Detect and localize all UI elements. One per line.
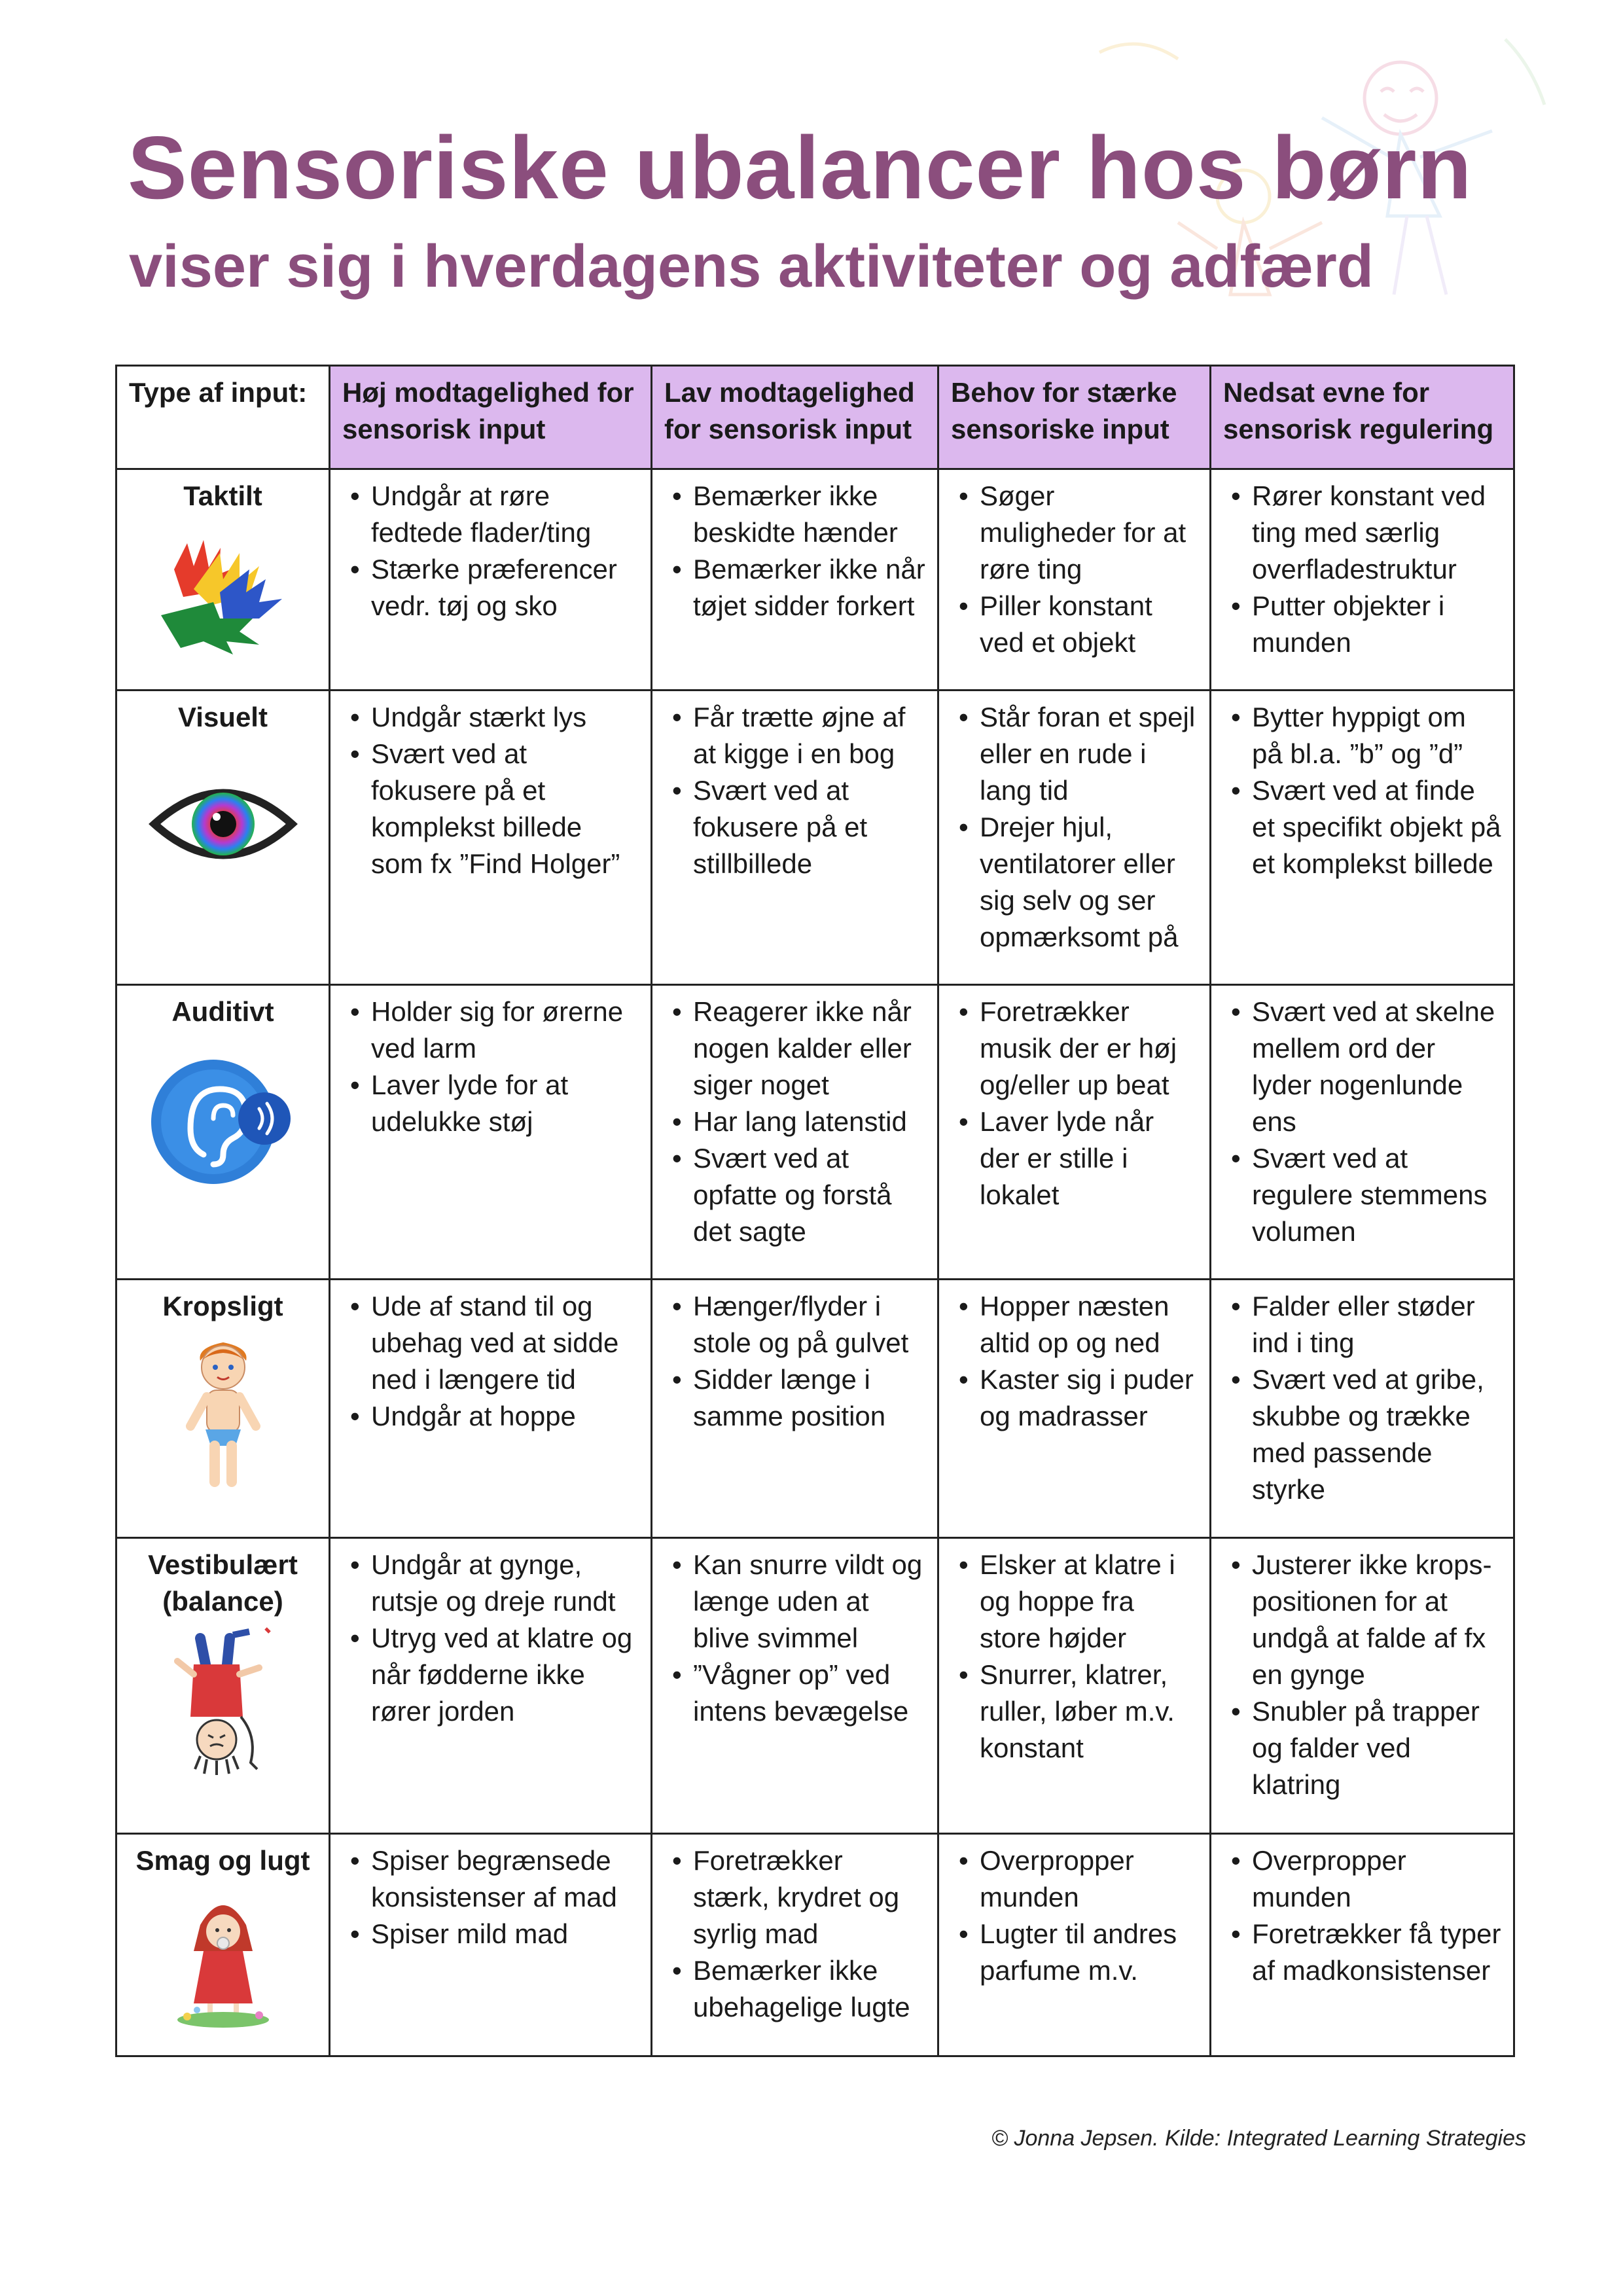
table-row — [116, 691, 1514, 985]
girl-smelling-flower-icon — [174, 1886, 272, 2030]
row-label-cell — [116, 985, 330, 1280]
cell-regulation — [1211, 1834, 1514, 2056]
list-item: • Overpropper munden — [1252, 1842, 1501, 1916]
header-strong-input-need: Behov for stærke sensoriske input — [938, 366, 1211, 469]
list-item: • Svært ved at skelne mellem ord der lyder nogenlunde ens — [1252, 994, 1501, 1140]
list-item: • Bytter hyppigt om på bl.a. ”b” og ”d” — [1252, 699, 1501, 772]
cell-high — [330, 1538, 652, 1834]
list-item: • Undgår stærkt lys — [371, 699, 639, 736]
child-body-icon — [174, 1331, 272, 1495]
cell-strong — [938, 1538, 1211, 1834]
list-item: • Bemærker ikke ubehagelige lugte — [693, 1952, 925, 2026]
list-item: • Undgår at hoppe — [371, 1398, 639, 1435]
sensory-table — [115, 365, 1515, 2057]
source-credit: © Jonna Jepsen. Kilde: Integrated Learning Strategies — [991, 2126, 1526, 2151]
list-item: • Overpropper munden — [980, 1842, 1198, 1916]
list-item: • Piller konstant ved et objekt — [980, 588, 1198, 661]
cell-strong — [938, 469, 1211, 691]
list-item: • Spiser mild mad — [371, 1916, 639, 1952]
list-item: • Reagerer ikke når nogen kalder eller siger noget — [693, 994, 925, 1103]
cell-high — [330, 691, 652, 985]
list-item: • Kan snurre vildt og længe uden at blive svimmel — [693, 1547, 925, 1657]
row-label: Visuelt — [178, 702, 268, 732]
list-item: • Putter objekter i munden — [1252, 588, 1501, 661]
list-item: • Foretrækker få typer af madkonsistenser — [1252, 1916, 1501, 1989]
list-item: • ”Vågner op” ved intens bevægelse — [693, 1657, 925, 1730]
list-item: • Kaster sig i puder og madrasser — [980, 1361, 1198, 1435]
cell-low — [652, 691, 938, 985]
list-item: • Justerer ikke krops-positionen for at undgå at falde af fx en gynge — [1252, 1547, 1501, 1693]
cell-strong — [938, 1834, 1211, 2056]
list-item: • Drejer hjul, ventilatorer eller sig selv og ser opmærksomt på — [980, 809, 1198, 956]
list-item: • Bemærker ikke når tøjet sidder forkert — [693, 551, 925, 624]
list-item: • Har lang latenstid — [693, 1103, 925, 1140]
cell-low — [652, 985, 938, 1280]
table-row — [116, 1280, 1514, 1538]
list-item: • Svært ved at fokusere på et komplekst billede som fx ”Find Holger” — [371, 736, 639, 882]
list-item: • Foretrækker musik der er høj og/eller up beat — [980, 994, 1198, 1103]
list-item: • Får trætte øjne af at kigge i en bog — [693, 699, 925, 772]
list-item: • Står foran et spejl eller en rude i lang tid — [980, 699, 1198, 809]
table-row — [116, 469, 1514, 691]
row-label: Kropsligt — [162, 1291, 283, 1321]
list-item: • Sidder længe i samme position — [693, 1361, 925, 1435]
cell-regulation — [1211, 1538, 1514, 1834]
list-item: • Søger muligheder for at røre ting — [980, 478, 1198, 588]
page-subtitle: viser sig i hverdagens aktiviteter og adfærd — [129, 233, 1374, 300]
list-item: • Lugter til andres parfume m.v. — [980, 1916, 1198, 1989]
cell-low — [652, 1538, 938, 1834]
cell-strong — [938, 985, 1211, 1280]
list-item: • Spiser begrænsede konsistenser af mad — [371, 1842, 639, 1916]
row-label-cell — [116, 1280, 330, 1538]
list-item: • Svært ved at regulere stemmens volumen — [1252, 1140, 1501, 1250]
header-reduced-regulation: Nedsat evne for sensorisk regulering — [1211, 366, 1514, 469]
table-row — [116, 985, 1514, 1280]
list-item: • Ude af stand til og ubehag ved at sidde ned i længere tid — [371, 1288, 639, 1398]
row-label: Taktilt — [183, 480, 262, 511]
cell-low — [652, 1834, 938, 2056]
hands-icon — [148, 530, 298, 655]
list-item: • Svært ved at fokusere på et stillbillede — [693, 772, 925, 882]
row-label: Vestibulært (balance) — [148, 1549, 298, 1617]
list-item: • Laver lyde når der er stille i lokalet — [980, 1103, 1198, 1213]
cell-regulation — [1211, 1280, 1514, 1538]
cell-high — [330, 985, 652, 1280]
table-row — [116, 1538, 1514, 1834]
row-label-cell — [116, 1834, 330, 2056]
upside-down-child-icon — [168, 1625, 279, 1782]
row-label: Auditivt — [171, 996, 274, 1027]
eye-icon — [148, 768, 298, 880]
list-item: • Svært ved at gribe, skubbe og trække med passende styrke — [1252, 1361, 1501, 1508]
row-label-cell — [116, 691, 330, 985]
list-item: • Svært ved at opfatte og forstå det sagte — [693, 1140, 925, 1250]
row-label: Smag og lugt — [135, 1845, 310, 1876]
page-title: Sensoriske ubalancer hos børn — [128, 118, 1472, 217]
cell-high — [330, 469, 652, 691]
cell-low — [652, 469, 938, 691]
list-item: • Undgår at røre fedtede flader/ting — [371, 478, 639, 551]
list-item: • Rører konstant ved ting med særlig overfladestruktur — [1252, 478, 1501, 588]
list-item: • Foretrækker stærk, krydret og syrlig mad — [693, 1842, 925, 1952]
list-item: • Hopper næsten altid op og ned — [980, 1288, 1198, 1361]
list-item: • Snubler på trapper og falder ved klatring — [1252, 1693, 1501, 1803]
cell-strong — [938, 1280, 1211, 1538]
header-high-sensitivity: Høj modtagelighed for sensorisk input — [330, 366, 652, 469]
list-item: • Svært ved at finde et specifikt objekt på et komplekst billede — [1252, 772, 1501, 882]
list-item: • Elsker at klatre i og hoppe fra store højder — [980, 1547, 1198, 1657]
list-item: • Holder sig for ørerne ved larm — [371, 994, 639, 1067]
list-item: • Stærke præferencer vedr. tøj og sko — [371, 551, 639, 624]
cell-strong — [938, 691, 1211, 985]
cell-regulation — [1211, 985, 1514, 1280]
list-item: • Hænger/flyder i stole og på gulvet — [693, 1288, 925, 1361]
corner-header: Type af input: — [116, 366, 330, 469]
cell-high — [330, 1280, 652, 1538]
table-row — [116, 1834, 1514, 2056]
list-item: • Utryg ved at klatre og når fødderne ikke rører jorden — [371, 1620, 639, 1730]
row-label-cell — [116, 469, 330, 691]
ear-icon — [148, 1056, 298, 1187]
cell-low — [652, 1280, 938, 1538]
list-item: • Undgår at gynge, rutsje og dreje rundt — [371, 1547, 639, 1620]
list-item: • Bemærker ikke beskidte hænder — [693, 478, 925, 551]
cell-regulation — [1211, 469, 1514, 691]
list-item: • Falder eller støder ind i ting — [1252, 1288, 1501, 1361]
cell-regulation — [1211, 691, 1514, 985]
list-item: • Snurrer, klatrer, ruller, løber m.v. konstant — [980, 1657, 1198, 1767]
list-item: • Laver lyde for at udelukke støj — [371, 1067, 639, 1140]
row-label-cell — [116, 1538, 330, 1834]
cell-high — [330, 1834, 652, 2056]
table-header-row — [116, 366, 1514, 469]
header-low-sensitivity: Lav modtagelighed for sensorisk input — [652, 366, 938, 469]
